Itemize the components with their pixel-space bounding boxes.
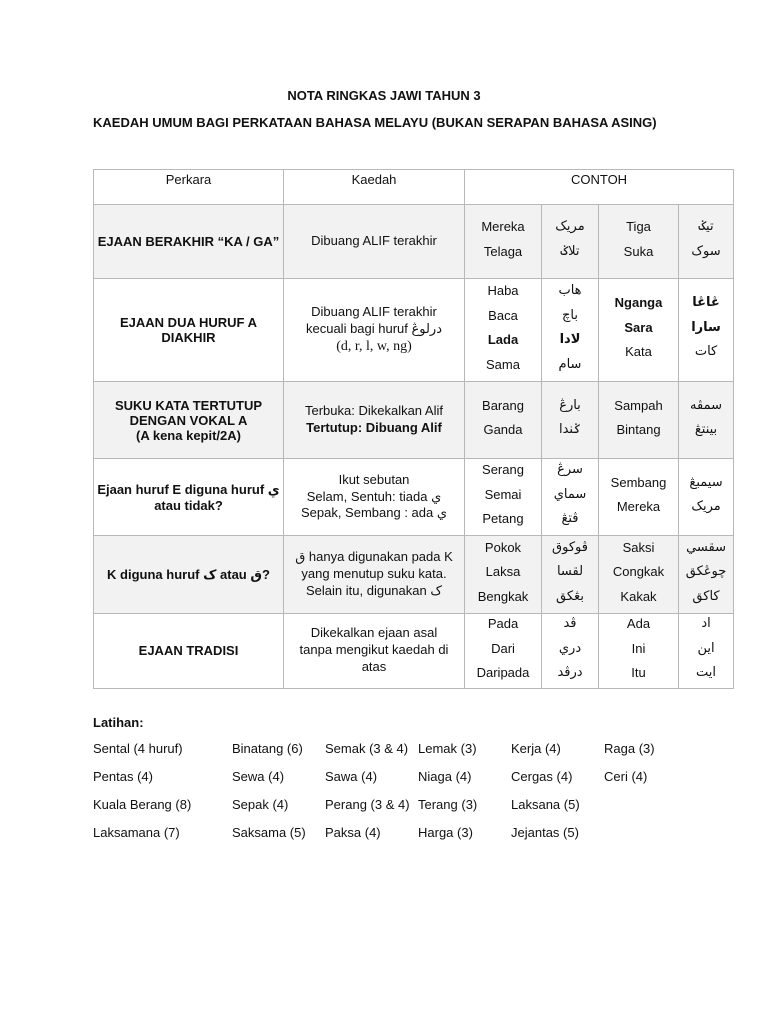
example-jawi-cell — [542, 205, 599, 279]
example-jawi-cell — [679, 536, 734, 614]
example-rumi-cell — [465, 279, 542, 382]
example-word: Lada — [487, 332, 519, 347]
kaedah-line: (d, r, l, w, ng) — [336, 338, 412, 354]
kaedah-line: kecuali bagi huruf درلوڠ — [305, 320, 443, 336]
latihan-item: Semak (3 & 4) — [325, 741, 409, 756]
example-rumi-cell — [599, 459, 679, 536]
example-word: Ganda — [483, 422, 523, 437]
kaedah-line: Tertutup: Dibuang Alif — [306, 420, 442, 435]
example-word: Petang — [482, 511, 524, 527]
latihan-item: Raga (3) — [604, 741, 655, 756]
jawi-word: سماي — [553, 486, 587, 502]
example-word: Saksi — [622, 539, 655, 555]
latihan-row — [93, 741, 733, 769]
example-word: Haba — [487, 283, 519, 298]
latihan-item: Perang (3 & 4) — [325, 797, 410, 812]
header-kaedah: Kaedah — [284, 170, 465, 205]
example-word: Ini — [631, 640, 646, 656]
example-word: Suka — [623, 243, 654, 259]
example-jawi-cell — [542, 459, 599, 536]
kaedah-line: yang menutup suku kata. — [301, 566, 447, 582]
latihan-item: Lemak (3) — [418, 741, 477, 756]
kaedah-line: ق hanya digunakan pada K — [295, 549, 453, 565]
kaedah-cell — [284, 205, 465, 279]
perkara-cell — [94, 382, 284, 459]
jawi-word: سقسي — [686, 539, 726, 555]
latihan-item: Sewa (4) — [232, 769, 285, 784]
example-word: Sampah — [614, 397, 663, 413]
jawi-word: دري — [558, 640, 582, 656]
example-word: Sembang — [610, 474, 667, 490]
example-rumi-cell — [599, 614, 679, 689]
jawi-word: سرڠ — [557, 462, 583, 478]
jawi-word: ايت — [696, 665, 717, 680]
latihan-item: Terang (3) — [418, 797, 478, 812]
example-rumi-cell — [465, 459, 542, 536]
table-row — [94, 205, 734, 279]
header-perkara: Perkara — [94, 170, 284, 205]
kaedah-line: Ikut sebutan — [338, 471, 410, 487]
table-row — [94, 536, 734, 614]
example-word: Pada — [487, 616, 519, 631]
jawi-word: اد — [701, 616, 711, 631]
latihan-item: Niaga (4) — [418, 769, 472, 784]
jawi-word: سام — [558, 356, 582, 372]
jawi-word: سمڤه — [690, 397, 722, 413]
example-word: Mereka — [481, 219, 525, 234]
example-word: Kata — [625, 344, 652, 360]
header-contoh: CONTOH — [465, 170, 734, 205]
perkara-cell: EJAAN TRADISI — [94, 614, 284, 689]
example-word: Congkak — [612, 564, 665, 580]
example-word: Nganga — [614, 295, 663, 311]
example-word: Semai — [484, 486, 522, 502]
example-word: Sara — [624, 319, 653, 335]
example-word: Serang — [482, 462, 524, 478]
perkara-cell: EJAAN DUA HURUF A DIAKHIR — [94, 279, 284, 382]
jawi-word: ڤد — [563, 616, 577, 631]
jawi-word: بارڠ — [559, 397, 581, 413]
perkara-cell: EJAAN BERAKHIR “KA / GA” — [94, 205, 284, 279]
jawi-word: تلاݢ — [560, 243, 580, 259]
example-word: Pokok — [484, 539, 522, 555]
latihan-item: Sawa (4) — [325, 769, 378, 784]
example-word: Daripada — [476, 665, 530, 680]
latihan-item: Saksama (5) — [232, 825, 306, 840]
perkara-line: DENGAN VOKAL A — [129, 412, 248, 428]
latihan-item: Sepak (4) — [232, 797, 289, 812]
kaedah-line: atas — [361, 659, 387, 675]
jawi-word: هاب — [558, 283, 582, 298]
latihan-item: Jejantas (5) — [511, 825, 579, 840]
example-word: Baca — [488, 307, 518, 323]
jawi-word: بينتڠ — [694, 422, 718, 437]
example-rumi-cell — [465, 205, 542, 279]
jawi-word: ݢندا — [559, 422, 581, 437]
jawi-word: بڠکق — [556, 588, 584, 604]
example-jawi-cell — [542, 382, 599, 459]
example-word: Itu — [631, 665, 646, 680]
jawi-word: ڤوکوق — [552, 539, 588, 555]
example-word: Bengkak — [477, 588, 529, 604]
latihan-row — [93, 797, 733, 825]
kaedah-cell — [284, 382, 465, 459]
page-subtitle: KAEDAH UMUM BAGI PERKATAAN BAHASA MELAYU (BUKAN SERAPAN BAHASA ASING) — [93, 115, 657, 130]
example-rumi-cell — [465, 536, 542, 614]
example-jawi-cell — [679, 614, 734, 689]
example-word: Dari — [491, 640, 515, 656]
jawi-word: کاکق — [692, 588, 720, 604]
rules-table — [93, 169, 734, 689]
example-rumi-cell — [599, 536, 679, 614]
kaedah-line: Dibuang ALIF terakhir — [311, 304, 437, 320]
example-jawi-cell — [679, 382, 734, 459]
kaedah-line: Selain itu, digunakan ک — [306, 582, 442, 598]
example-word: Sama — [486, 356, 520, 372]
latihan-item: Sental (4 huruf) — [93, 741, 183, 756]
example-word: Telaga — [483, 243, 523, 259]
jawi-word: اين — [697, 640, 715, 656]
jawi-word: باچ — [562, 307, 578, 323]
example-jawi-cell — [542, 279, 599, 382]
latihan-row — [93, 825, 733, 853]
latihan-item: Laksamana (7) — [93, 825, 180, 840]
latihan-item: Kerja (4) — [511, 741, 561, 756]
kaedah-cell — [284, 279, 465, 382]
table-header-row — [94, 170, 734, 205]
latihan-item: Harga (3) — [418, 825, 473, 840]
perkara-line: (A kena kepit/2A) — [136, 427, 241, 443]
example-rumi-cell — [599, 382, 679, 459]
kaedah-line: Dibuang ALIF terakhir — [311, 233, 437, 249]
example-rumi-cell — [599, 279, 679, 382]
latihan-item: Pentas (4) — [93, 769, 153, 784]
example-word: Laksa — [485, 564, 521, 580]
jawi-word: ڤتڠ — [561, 511, 579, 527]
example-rumi-cell — [599, 205, 679, 279]
example-word: Barang — [482, 397, 524, 413]
latihan-item: Ceri (4) — [604, 769, 648, 784]
example-word: Mereka — [616, 499, 661, 514]
page-title: NOTA RINGKAS JAWI TAHUN 3 — [287, 88, 481, 103]
example-jawi-cell — [679, 279, 734, 382]
jawi-word: درڤد — [557, 665, 583, 680]
kaedah-line: tanpa mengikut kaedah di — [299, 642, 449, 658]
latihan-title: Latihan: — [93, 715, 144, 730]
jawi-word: تيݢ — [698, 219, 714, 234]
example-jawi-cell — [679, 459, 734, 536]
table-row — [94, 459, 734, 536]
perkara-cell: Ejaan huruf E diguna huruf ي atau tidak? — [94, 459, 284, 536]
latihan-item: Laksana (5) — [511, 797, 580, 812]
example-rumi-cell — [465, 614, 542, 689]
jawi-word: سيمبڠ — [689, 474, 723, 490]
kaedah-line: Dikekalkan ejaan asal — [310, 625, 438, 641]
jawi-word: ڠاڠا — [692, 295, 720, 311]
jawi-word: لادا — [559, 332, 581, 347]
example-word: Bintang — [616, 422, 661, 437]
kaedah-cell — [284, 536, 465, 614]
example-jawi-cell — [542, 614, 599, 689]
latihan-list — [93, 741, 733, 853]
jawi-word: چوڠکق — [685, 564, 727, 580]
table-row — [94, 382, 734, 459]
latihan-item: Binatang (6) — [232, 741, 303, 756]
example-jawi-cell — [679, 205, 734, 279]
jawi-word: مريک — [555, 219, 585, 234]
jawi-word: سوک — [691, 243, 721, 259]
example-rumi-cell — [465, 382, 542, 459]
jawi-word: مريک — [691, 499, 721, 514]
latihan-item: Paksa (4) — [325, 825, 381, 840]
latihan-row — [93, 769, 733, 797]
table-row — [94, 279, 734, 382]
kaedah-line: Selam, Sentuh: tiada ي — [306, 488, 442, 504]
example-word: Ada — [626, 616, 651, 631]
jawi-word: سارا — [691, 319, 721, 335]
kaedah-cell — [284, 459, 465, 536]
kaedah-cell — [284, 614, 465, 689]
table-row — [94, 614, 734, 689]
example-word: Tiga — [626, 219, 651, 234]
example-word: Kakak — [620, 588, 657, 604]
jawi-word: کات — [694, 344, 718, 360]
example-jawi-cell — [542, 536, 599, 614]
perkara-line: SUKU KATA TERTUTUP — [114, 397, 263, 413]
jawi-word: لقسا — [556, 564, 584, 580]
kaedah-line: Terbuka: Dikekalkan Alif — [304, 403, 443, 419]
perkara-cell: K diguna huruf ک atau ق? — [94, 536, 284, 614]
latihan-item: Cergas (4) — [511, 769, 573, 784]
kaedah-line: Sepak, Sembang : ada ي — [300, 505, 448, 521]
latihan-item: Kuala Berang (8) — [93, 797, 192, 812]
